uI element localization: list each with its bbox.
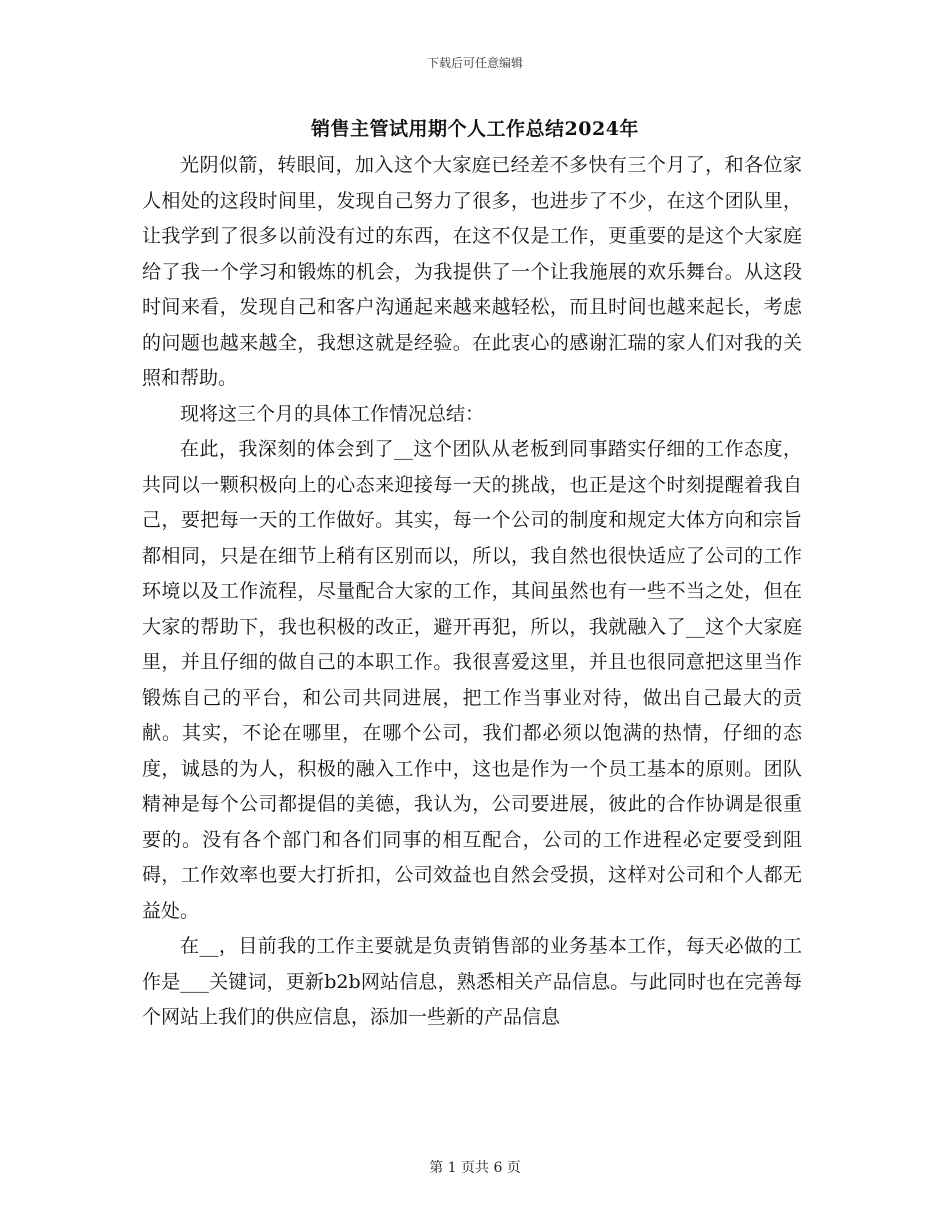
document-title: 销售主管试用期个人工作总结2024年 <box>311 118 639 140</box>
paragraph: 在此，我深刻的体会到了__这个团队从老板到同事踏实仔细的工作态度，共同以一颗积极向上的心态来迎接每一天的挑战，也正是这个时刻提醒着我自己，要把每一天的工作做好。其实，每一个公司的制度和规定大体方向和宗旨都相同，只是在细节上稍有区别而以，所以，我自然也很快适应了公司的工作环境以及工作流程，尽量配合大家的工作，其间虽然也有一些不当之处，但在大家的帮助下，我也积极的改正，避开再犯，所以，我就融入了__这个大家庭里，并且仔细的做自己的本职工作。我很喜爱这里，并且也很同意把这里当作锻炼自己的平台，和公司共同进展，把工作当事业对待，做出自己最大的贡献。其实，不论在哪里，在哪个公司，我们都必须以饱满的热情，仔细的态度，诚恳的为人，积极的融入工作中，这也是作为一个员工基本的原则。团队精神是每个公司都提倡的美德，我认为，公司要进展，彼此的合作协调是很重要的。没有各个部门和各们同事的相互配合，公司的工作进程必定要受到阻碍，工作效率也要大打折扣，公司效益也自然会受损，这样对公司和个人都无益处。 <box>142 438 802 922</box>
header-note: 下载后可任意编辑 <box>426 56 523 70</box>
paragraph: 光阴似箭，转眼间，加入这个大家庭已经差不多快有三个月了，和各位家人相处的这段时间里，发现自己努力了很多，也进步了不少，在这个团队里，让我学到了很多以前没有过的东西，在这不仅是工作，更重要的是这个大家庭给了我一个学习和锻炼的机会，为我提供了一个让我施展的欢乐舞台。从这段时间来看，发现自己和客户沟通起来越来越轻松，而且时间也越来起长，考虑的问题也越来越全，我想这就是经验。在此衷心的感谢汇瑞的家人们对我的关照和帮助。 <box>142 154 802 389</box>
document-body <box>142 148 802 1036</box>
paragraph: 现将这三个月的具体工作情况总结： <box>180 402 485 425</box>
page-number: 第 1 页共 6 页 <box>429 1160 521 1176</box>
paragraph: 在__，目前我的工作主要就是负责销售部的业务基本工作，每天必做的工作是___关键词，更新b2b网站信息，熟悉相关产品信息。与此同时也在完善每个网站上我们的供应信息，添加一些新的产品信息 <box>142 935 802 1028</box>
